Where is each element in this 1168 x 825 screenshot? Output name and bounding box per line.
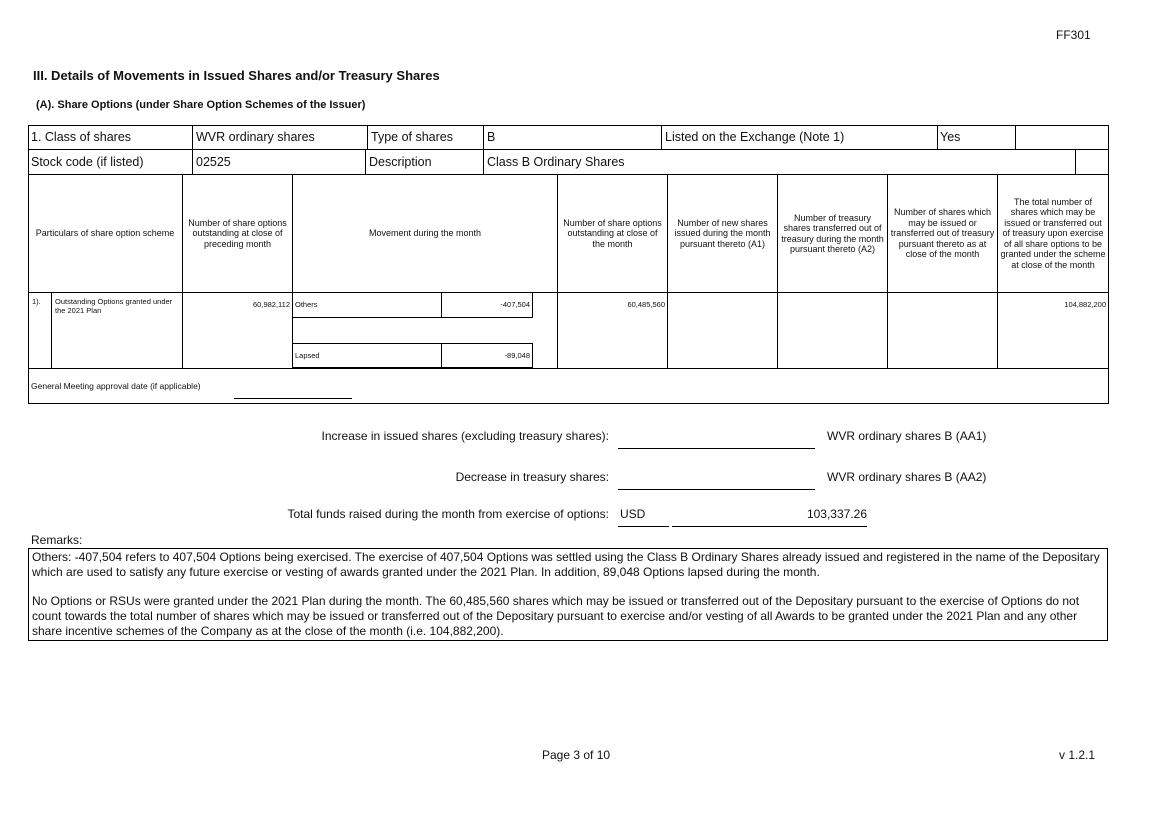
remarks-box <box>28 548 1108 641</box>
increase-suffix: WVR ordinary shares B (AA1) <box>827 429 987 443</box>
row-total: 104,882,200 <box>1064 300 1106 309</box>
section-title: III. Details of Movements in Issued Shares and/or Treasury Shares <box>33 68 440 83</box>
listed-value: Yes <box>940 130 961 144</box>
stock-code-label: Stock code (if listed) <box>31 155 144 169</box>
type-value: B <box>487 130 496 144</box>
row-particulars: Outstanding Options granted under the 2021 Plan <box>55 297 173 315</box>
row-index: 1). <box>32 297 41 306</box>
remarks-label: Remarks: <box>31 533 83 547</box>
decrease-value-line <box>618 489 815 490</box>
movement-others-value: -407,504 <box>500 300 530 309</box>
row-preceding: 60,982,112 <box>253 300 290 309</box>
header-movement: Movement during the month <box>368 228 482 239</box>
decrease-label: Decrease in treasury shares: <box>455 470 609 484</box>
general-meeting-label: General Meeting approval date (if applicable) <box>31 381 201 391</box>
increase-value-line <box>618 448 815 449</box>
movement-lapsed-label: Lapsed <box>295 351 320 360</box>
decrease-suffix: WVR ordinary shares B (AA2) <box>827 470 987 484</box>
class-label: 1. Class of shares <box>31 130 132 144</box>
funds-label: Total funds raised during the month from exercise of options: <box>287 507 609 521</box>
funds-currency: USD <box>620 507 646 521</box>
class-value: WVR ordinary shares <box>196 130 315 144</box>
increase-label: Increase in issued shares (excluding treasury shares): <box>321 429 609 443</box>
header-outstanding-close: Number of share options outstanding at close of the month <box>563 217 662 249</box>
movement-others-label: Others <box>295 300 318 309</box>
remark-paragraph: No Options or RSUs were granted under the 2021 Plan during the month. The 60,485,560 shares which may be issued or transferred out of the Depositary pursuant to the exercise of Options do not count towards the total number of shares which may be issued or transferred out of the Depositary pursuant to exercise and/or vesting of all Awards to be granted under the 2021 Plan and any other share incentive schemes of the Company as at the close of the month (i.e. 104,882,200). <box>32 594 1080 638</box>
header-may-be-issued: Number of shares which may be issued or transferred out of treasury pursuant thereto as at close of the month <box>890 207 995 260</box>
description-label: Description <box>369 155 432 169</box>
movement-lapsed-value: -89,048 <box>504 351 530 360</box>
header-total-number: The total number of shares which may be issued or transferred out of treasury upon exercise of all share options to be granted under the scheme at close of the month <box>1000 196 1106 270</box>
remark-paragraph: Others: -407,504 refers to 407,504 Options being exercised. The exercise of 407,504 Options was settled using the Class B Ordinary Shares already issued and registered in the name of the Depositary which are used to satisfy any future exercise or vesting of awards granted under the 2021 Plan. In addition, 89,048 Options lapsed during the month. <box>32 550 1100 579</box>
stock-code-value: 02525 <box>196 155 231 169</box>
type-label: Type of shares <box>371 130 453 144</box>
page-number: Page 3 of 10 <box>542 748 611 762</box>
row-close: 60,485,560 <box>627 300 665 309</box>
header-particulars: Particulars of share option scheme <box>35 228 175 239</box>
header-treasury-transferred: Number of treasury shares transferred out of treasury during the month pursuant thereto (A2) <box>781 212 884 254</box>
description-value: Class B Ordinary Shares <box>487 155 625 169</box>
header-new-shares: Number of new shares issued during the month pursuant thereto (A1) <box>674 217 771 249</box>
sub-title: (A). Share Options (under Share Option Schemes of the Issuer) <box>36 99 366 111</box>
header-outstanding-preceding: Number of share options outstanding at close of preceding month <box>188 217 287 249</box>
version: v 1.2.1 <box>1059 748 1096 762</box>
listed-label: Listed on the Exchange (Note 1) <box>665 130 845 144</box>
general-meeting-date-line <box>234 398 352 399</box>
form-code: FF301 <box>1056 28 1091 42</box>
funds-value: 103,337.26 <box>806 507 867 521</box>
